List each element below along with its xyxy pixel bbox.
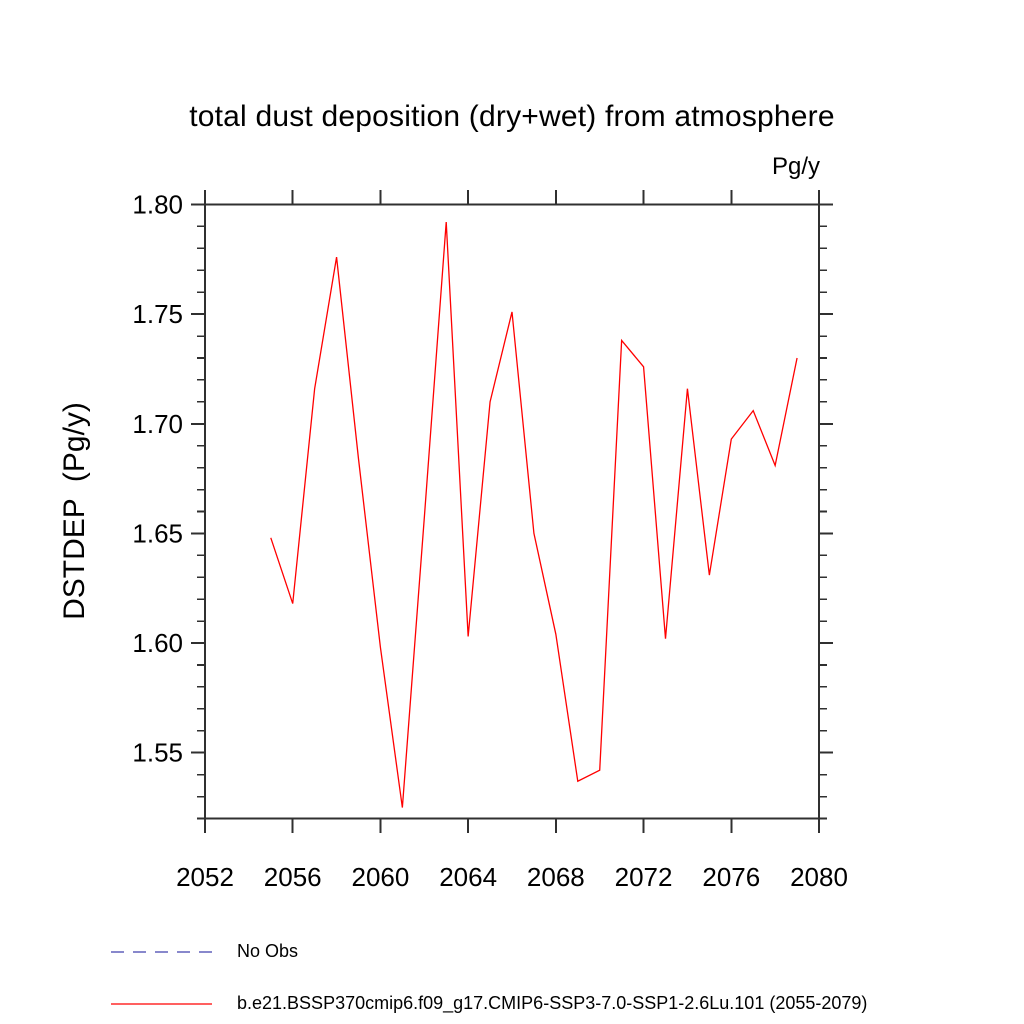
chart-title: total dust deposition (dry+wet) from atmosphere [189, 100, 835, 133]
legend-entry-series [110, 993, 867, 1014]
y-axis-title: DSTDEP (Pg/y) [58, 402, 91, 620]
svg-text:2056: 2056 [263, 862, 322, 892]
y-tick-labels [132, 190, 183, 768]
svg-text:1.80: 1.80 [132, 189, 183, 220]
series-solid-line-swatch [110, 999, 213, 1009]
svg-text:2080: 2080 [790, 862, 848, 892]
svg-text:1.75: 1.75 [132, 299, 183, 330]
unit-label: Pg/y [771, 153, 820, 180]
svg-text:2064: 2064 [439, 862, 498, 892]
svg-text:2072: 2072 [614, 862, 673, 892]
svg-text:1.60: 1.60 [132, 628, 183, 659]
legend-entry-no-obs [110, 941, 298, 962]
svg-text:2060: 2060 [351, 862, 410, 892]
series-line [271, 222, 797, 807]
axes-and-ticks [191, 190, 833, 833]
svg-text:2076: 2076 [702, 862, 761, 892]
legend-label-series: b.e21.BSSP370cmip6.f09_g17.CMIP6-SSP3-7.0-SSP1-2.6Lu.101 (2055-2079) [237, 993, 868, 1013]
no-obs-dashed-line-swatch [110, 947, 213, 957]
svg-text:1.70: 1.70 [132, 408, 183, 439]
svg-text:2052: 2052 [176, 862, 234, 892]
legend-label-no-obs: No Obs [237, 941, 299, 961]
x-tick-labels [176, 862, 848, 892]
svg-text:2068: 2068 [526, 862, 585, 892]
svg-text:1.55: 1.55 [132, 737, 183, 768]
svg-text:1.65: 1.65 [132, 518, 183, 549]
